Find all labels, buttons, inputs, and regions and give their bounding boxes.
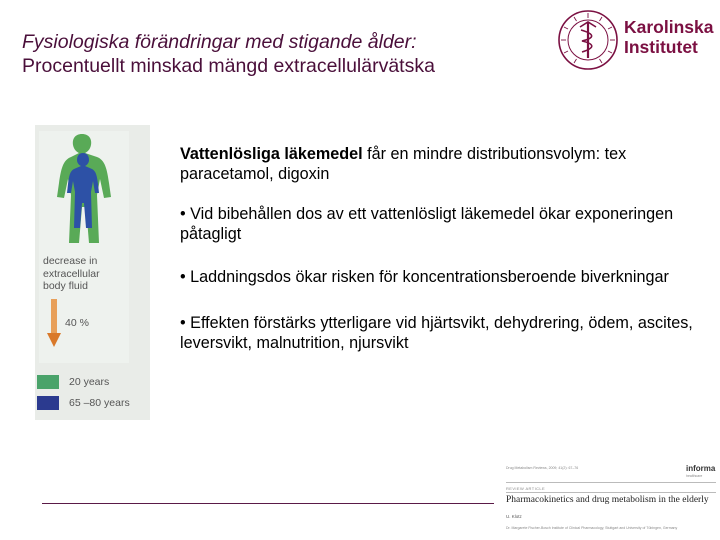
figure-panel <box>39 131 129 363</box>
paper-divider <box>506 482 716 483</box>
legend-item <box>37 371 145 392</box>
bullet-item: • Effekten förstärks ytterligare vid hjärtsvikt, dehydrering, ödem, ascites, leversvikt, malnutrition, njursvikt <box>180 314 693 352</box>
legend-label: 20 years <box>69 376 110 388</box>
body-silhouettes-icon <box>39 131 129 251</box>
body-fluid-figure <box>35 125 150 420</box>
publisher-sub: healthcare <box>686 474 703 478</box>
paper-excerpt <box>500 462 720 540</box>
bullet-item: • Vid bibehållen dos av ett vattenlösligt läkemedel ökar exponeringen påtagligt <box>180 205 674 243</box>
brand-line-1: Karolinska <box>624 17 714 37</box>
divider <box>42 503 494 504</box>
legend-swatch <box>37 396 59 410</box>
legend-swatch <box>37 375 59 389</box>
title-line-1: Fysiologiska förändringar med stigande ålder: <box>22 31 417 53</box>
legend-label: 65 –80 years <box>69 397 130 409</box>
brand-line-2: Institutet <box>624 37 698 57</box>
figure-legend <box>37 371 145 413</box>
decrease-percent: 40 % <box>65 317 89 329</box>
publisher-logo: informa <box>686 464 716 473</box>
intro-bold: Vattenlösliga läkemedel <box>180 145 363 163</box>
paper-affiliation: Dr. Margarete Fischer-Bosch Institute of Clinical Pharmacology, Stuttgart and University of Tübingen, Germany <box>506 526 678 530</box>
legend-item <box>37 392 145 413</box>
karolinska-logo <box>556 8 716 72</box>
intro-rest: får en mindre distributionsvolym: tex paracetamol, digoxin <box>180 145 627 183</box>
figure-caption <box>43 255 100 293</box>
brand-name <box>624 17 713 57</box>
paper-divider <box>506 492 716 493</box>
paper-title: Pharmacokinetics and drug metabolism in the elderly <box>506 495 709 505</box>
article-type: REVIEW ARTICLE <box>506 486 546 491</box>
paper-author: U. Klotz <box>506 514 522 519</box>
slide-title <box>22 30 582 78</box>
slide-content <box>180 144 710 353</box>
down-arrow-icon <box>47 299 61 347</box>
karolinska-seal-icon <box>556 8 620 72</box>
intro-paragraph <box>180 144 710 184</box>
title-line-2: Procentuellt minskad mängd extracellulärvätska <box>22 55 435 77</box>
caption-line-1: decrease in <box>43 255 98 267</box>
caption-line-3: body fluid <box>43 280 88 292</box>
paper-citation: Drug Metabolism Reviews, 2009; 41(2): 67–76 <box>506 466 579 470</box>
caption-line-2: extracellular <box>43 267 100 280</box>
bullet-item: • Laddningsdos ökar risken för koncentrationsberoende biverkningar <box>180 268 669 286</box>
